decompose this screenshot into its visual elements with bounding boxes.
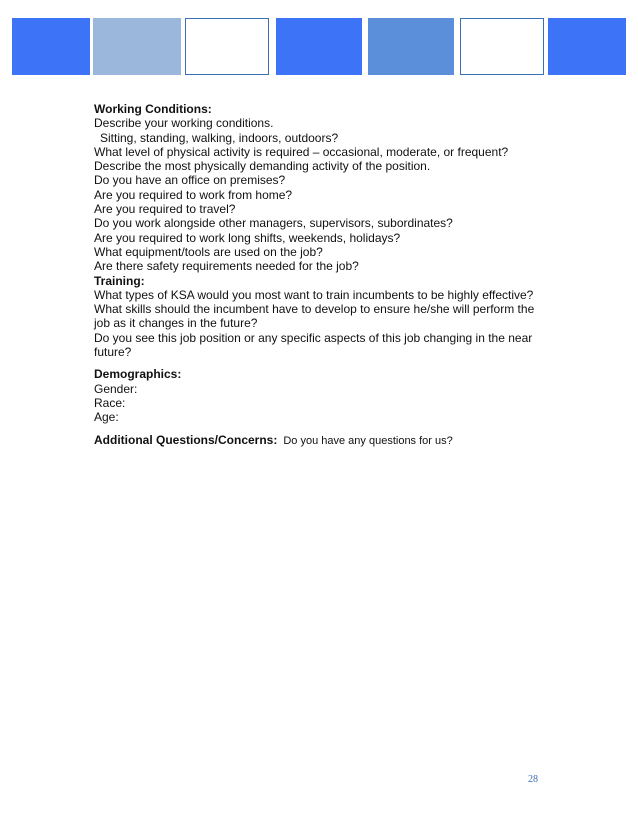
header-block [93,18,181,75]
additional-questions-text: Do you have any questions for us? [283,434,453,447]
training-line: What skills should the incumbent have to develop to ensure he/she will perform the job as it changes in the future? [94,302,535,331]
working-conditions-line: Are there safety requirements needed for the job? [94,259,359,274]
demographics-line: Gender: [94,381,138,396]
working-conditions-line: Describe the most physically demanding activity of the position. [94,159,431,174]
demographics-heading: Demographics: [94,367,182,382]
working-conditions-line: What equipment/tools are used on the job? [94,244,323,259]
additional-questions-heading: Additional Questions/Concerns: [94,432,278,447]
document-body [94,102,544,448]
page-number: 28 [528,774,538,785]
header-block [548,18,626,75]
additional-questions [94,433,544,448]
demographics-line: Race: [94,395,126,410]
working-conditions-heading: Working Conditions: [94,102,212,116]
training-heading: Training: [94,273,145,288]
working-conditions-line: Do you work alongside other managers, supervisors, subordinates? [94,216,453,231]
working-conditions-line: Are you required to work long shifts, weekends, holidays? [94,230,401,245]
training-line: Do you see this job position or any specific aspects of this job changing in the near future? [94,330,533,360]
header-block [368,18,454,75]
working-conditions-line: Describe your working conditions. [94,116,274,131]
header-block [276,18,362,75]
working-conditions-line: Sitting, standing, walking, indoors, outdoors? [100,130,339,145]
header-block [185,18,269,75]
working-conditions-line: What level of physical activity is required – occasional, moderate, or frequent? [94,144,509,159]
working-conditions-line: Do you have an office on premises? [94,173,286,188]
working-conditions-line: Are you required to travel? [94,202,236,217]
training-line: What types of KSA would you most want to train incumbents to be highly effective? [94,287,534,302]
header-block [12,18,90,75]
header-decorative-blocks [0,0,638,80]
demographics-line: Age: [94,410,119,425]
working-conditions-line: Are you required to work from home? [94,187,293,202]
header-block [460,18,544,75]
